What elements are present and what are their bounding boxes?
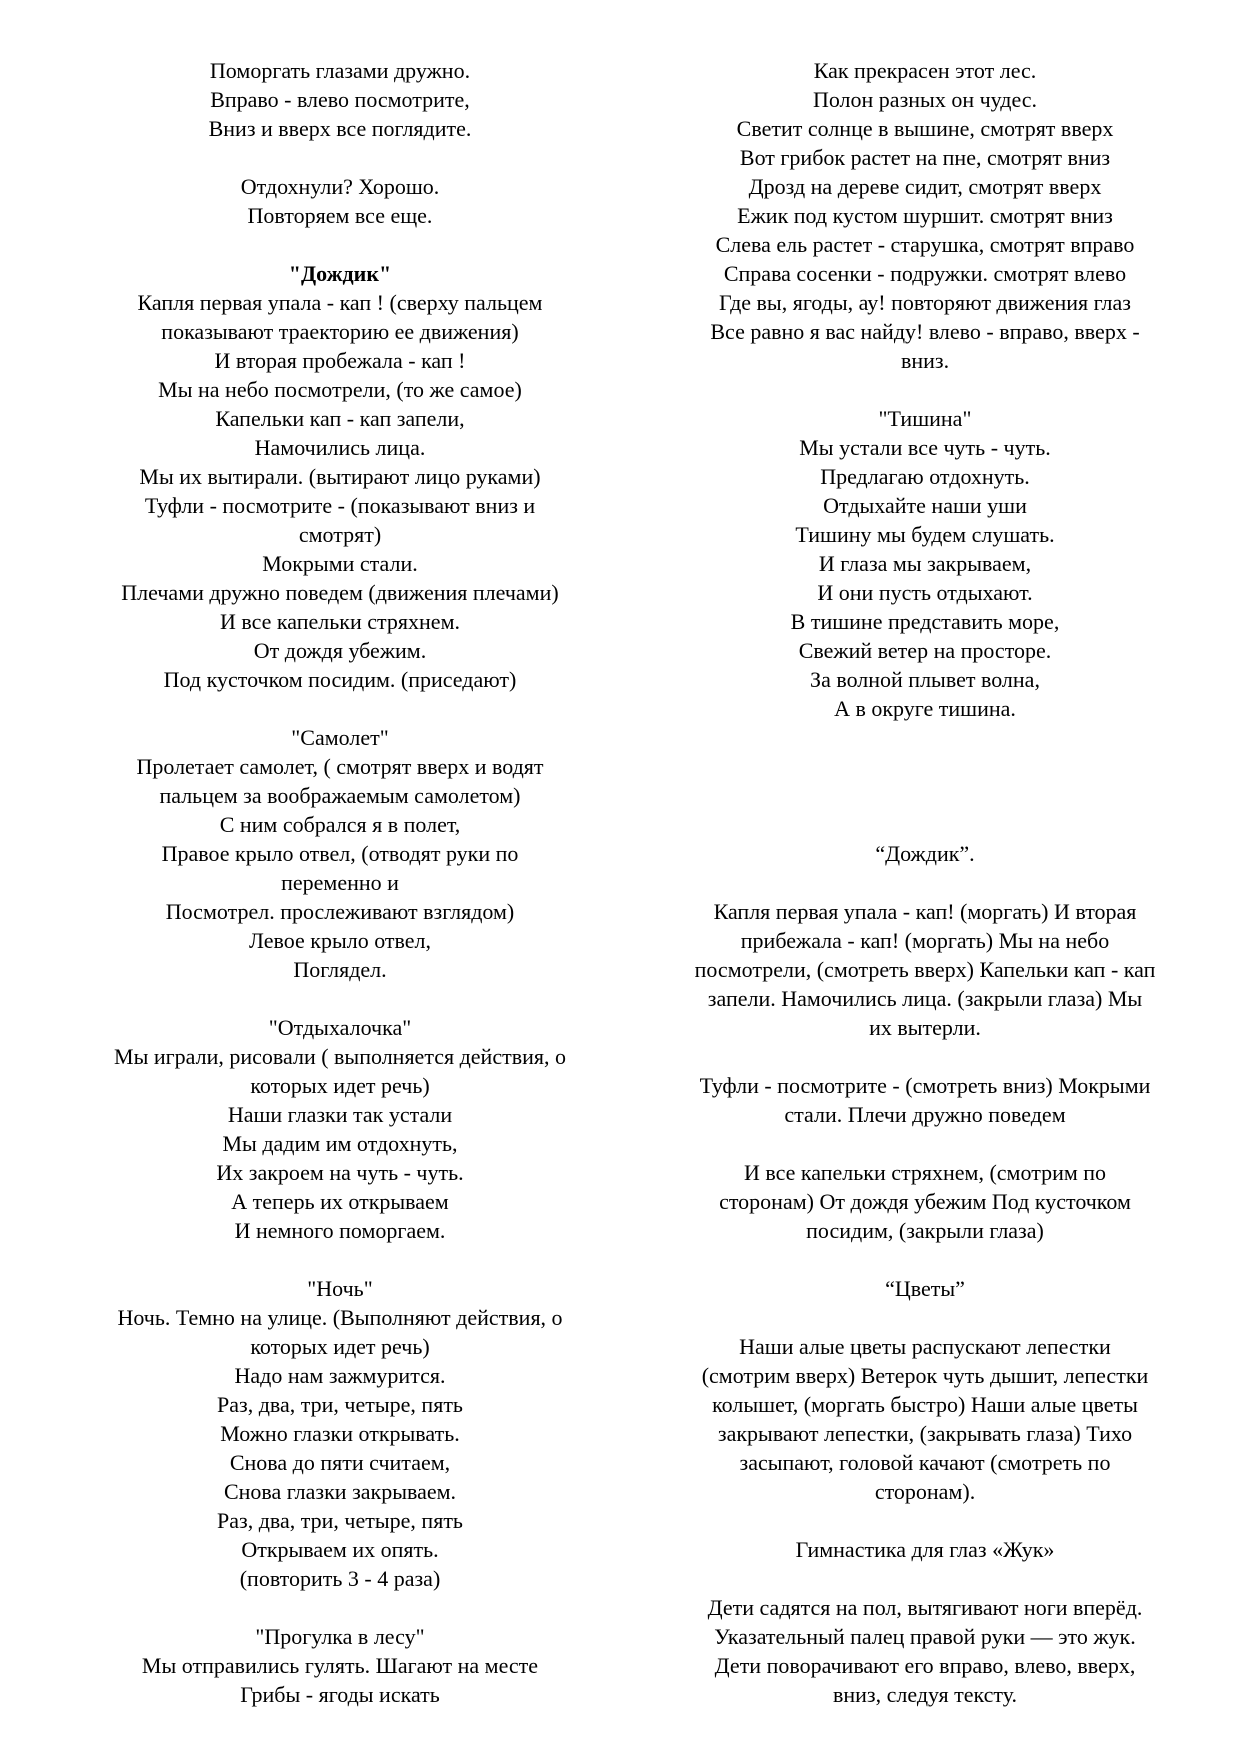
text-line: Слева ель растет - старушка, смотрят вправо: [715, 232, 1135, 257]
text-line: Свежий ветер на просторе.: [798, 638, 1052, 663]
text-line: Мокрыми стали.: [262, 551, 418, 576]
text-line: Капля первая упала - кап ! (сверху пальцем: [137, 290, 543, 315]
text-line: "Отдыхалочка": [268, 1015, 412, 1040]
blank-line: [665, 1506, 1185, 1535]
text-line: "Дождик": [288, 261, 392, 286]
text-line: Их закроем на чуть - чуть.: [216, 1160, 464, 1185]
text-line: (повторить 3 - 4 раза): [239, 1566, 441, 1591]
text-line: Отдыхайте наши уши: [823, 493, 1027, 518]
text-line: сторонам).: [874, 1479, 976, 1504]
text-line: запели. Намочились лица. (закрыли глаза) Мы: [707, 986, 1143, 1011]
text-line: И все капельки стряхнем, (смотрим по: [743, 1160, 1107, 1185]
text-line: колышет, (моргать быстро) Наши алые цветы: [712, 1392, 1138, 1417]
text-line: Раз, два, три, четыре, пять: [217, 1508, 463, 1533]
text-line: Наши алые цветы распускают лепестки: [739, 1334, 1111, 1359]
text-line: смотрят): [298, 522, 382, 547]
text-line: "Прогулка в лесу": [255, 1624, 425, 1649]
text-line: посмотрели, (смотреть вверх) Капельки кап - кап: [694, 957, 1156, 982]
blank-line: [665, 1129, 1185, 1158]
text-line: Указательный палец правой руки — это жук.: [714, 1624, 1136, 1649]
text-line: Мы устали все чуть - чуть.: [799, 435, 1051, 460]
text-line: Открываем их опять.: [241, 1537, 439, 1562]
text-line: А теперь их открываем: [231, 1189, 449, 1214]
text-line: Мы их вытирали. (вытирают лицо руками): [139, 464, 541, 489]
text-line: переменно и: [281, 870, 399, 895]
left-text-column: [60, 56, 620, 1709]
text-line: С ним собрался я в полет,: [219, 812, 461, 837]
text-line: закрывают лепестки, (закрывать глаза) Тихо: [717, 1421, 1133, 1446]
text-line: Ночь. Темно на улице. (Выполняют действия, о: [117, 1305, 563, 1330]
text-line: Предлагаю отдохнуть.: [820, 464, 1030, 489]
text-line: Поморгать глазами дружно.: [209, 58, 471, 83]
text-line: Вот грибок растет на пне, смотрят вниз: [739, 145, 1111, 170]
text-line: Мы играли, рисовали ( выполняется действия, о: [114, 1044, 566, 1069]
text-line: Повторяем все еще.: [247, 203, 433, 228]
text-line: Намочились лица.: [254, 435, 426, 460]
text-line: Мы на небо посмотрели, (то же самое): [158, 377, 522, 402]
text-line: стали. Плечи дружно поведем: [784, 1102, 1066, 1127]
text-line: Дрозд на дереве сидит, смотрят вверх: [748, 174, 1102, 199]
text-line: И немного поморгаем.: [234, 1218, 446, 1243]
text-line: Капля первая упала - кап! (моргать) И вторая: [713, 899, 1137, 924]
blank-line: [60, 984, 620, 1013]
text-line: И вторая пробежала - кап !: [214, 348, 466, 373]
text-line: "Ночь": [307, 1276, 373, 1301]
blank-line: [665, 868, 1185, 897]
text-line: сторонам) От дождя убежим Под кусточком: [719, 1189, 1131, 1214]
text-line: Вниз и вверх все поглядите.: [208, 116, 472, 141]
text-line: Светит солнце в вышине, смотрят вверх: [736, 116, 1114, 141]
text-line: А в округе тишина.: [834, 696, 1016, 721]
text-line: вниз.: [900, 348, 950, 373]
text-line: Под кусточком посидим. (приседают): [163, 667, 517, 692]
text-line: Левое крыло отвел,: [248, 928, 432, 953]
text-line: И глаза мы закрываем,: [818, 551, 1032, 576]
text-line: (смотрим вверх) Ветерок чуть дышит, лепестки: [701, 1363, 1149, 1388]
blank-line: [665, 1303, 1185, 1332]
text-line: От дождя убежим.: [253, 638, 427, 663]
blank-line: [60, 230, 620, 259]
text-line: И все капельки стряхнем.: [219, 609, 460, 634]
right-text-column: [665, 56, 1185, 1709]
text-line: Снова до пяти считаем,: [229, 1450, 451, 1475]
blank-line: [665, 1042, 1185, 1071]
text-line: И они пусть отдыхают.: [817, 580, 1033, 605]
text-line: Мы дадим им отдохнуть,: [222, 1131, 458, 1156]
text-line: Все равно я вас найду! влево - вправо, вверх -: [710, 319, 1140, 344]
text-line: Полон разных он чудес.: [812, 87, 1038, 112]
text-line: Где вы, ягоды, ау! повторяют движения глаз: [719, 290, 1131, 315]
text-line: Гимнастика для глаз «Жук»: [795, 1537, 1055, 1562]
text-line: Поглядел.: [293, 957, 387, 982]
text-line: которых идет речь): [250, 1073, 430, 1098]
text-line: Дети поворачивают его вправо, влево, вверх,: [714, 1653, 1136, 1678]
text-line: Можно глазки открывать.: [220, 1421, 460, 1446]
text-line: Как прекрасен этот лес.: [813, 58, 1037, 83]
text-line: Посмотрел. прослеживают взглядом): [165, 899, 515, 924]
text-line: Туфли - посмотрите - (смотреть вниз) Мокрыми: [699, 1073, 1151, 1098]
text-line: Справа сосенки - подружки. смотрят влево: [723, 261, 1127, 286]
text-line: Пролетает самолет, ( смотрят вверх и водят: [136, 754, 544, 779]
blank-line: [60, 1593, 620, 1622]
blank-line: [665, 1245, 1185, 1274]
text-line: Наши глазки так устали: [227, 1102, 453, 1127]
text-line: вниз, следуя тексту.: [832, 1682, 1017, 1707]
blank-line: [665, 723, 1185, 752]
blank-line: [665, 781, 1185, 810]
text-line: В тишине представить море,: [790, 609, 1060, 634]
text-line: Снова глазки закрываем.: [223, 1479, 457, 1504]
text-line: которых идет речь): [250, 1334, 430, 1359]
blank-line: [60, 143, 620, 172]
text-line: их вытерли.: [869, 1015, 981, 1040]
text-line: пальцем за воображаемым самолетом): [159, 783, 521, 808]
text-line: Капельки кап - кап запели,: [215, 406, 465, 431]
blank-line: [665, 1564, 1185, 1593]
blank-line: [60, 694, 620, 723]
text-line: Вправо - влево посмотрите,: [210, 87, 470, 112]
blank-line: [665, 375, 1185, 404]
blank-line: [665, 752, 1185, 781]
text-line: показывают траекторию ее движения): [161, 319, 519, 344]
text-line: "Самолет": [291, 725, 389, 750]
text-line: Плечами дружно поведем (движения плечами): [121, 580, 559, 605]
text-line: засыпают, головой качают (смотреть по: [739, 1450, 1111, 1475]
text-line: "Тишина": [878, 406, 972, 431]
text-line: Туфли - посмотрите - (показывают вниз и: [144, 493, 536, 518]
blank-line: [665, 810, 1185, 839]
text-line: За волной плывет волна,: [810, 667, 1040, 692]
text-line: Ежик под кустом шуршит. смотрят вниз: [737, 203, 1113, 228]
text-line: Надо нам зажмурится.: [234, 1363, 446, 1388]
blank-line: [60, 1245, 620, 1274]
text-line: Тишину мы будем слушать.: [795, 522, 1055, 547]
text-line: Дети садятся на пол, вытягивают ноги вперёд.: [707, 1595, 1143, 1620]
text-line: “Цветы”: [885, 1276, 965, 1301]
text-line: прибежала - кап! (моргать) Мы на небо: [740, 928, 1110, 953]
text-line: Мы отправились гулять. Шагают на месте: [141, 1653, 539, 1678]
text-line: Раз, два, три, четыре, пять: [217, 1392, 463, 1417]
text-line: “Дождик”.: [875, 841, 975, 866]
text-line: посидим, (закрыли глаза): [806, 1218, 1044, 1243]
text-line: Правое крыло отвел, (отводят руки по: [161, 841, 519, 866]
text-line: Грибы - ягоды искать: [240, 1682, 440, 1707]
text-line: Отдохнули? Хорошо.: [240, 174, 440, 199]
